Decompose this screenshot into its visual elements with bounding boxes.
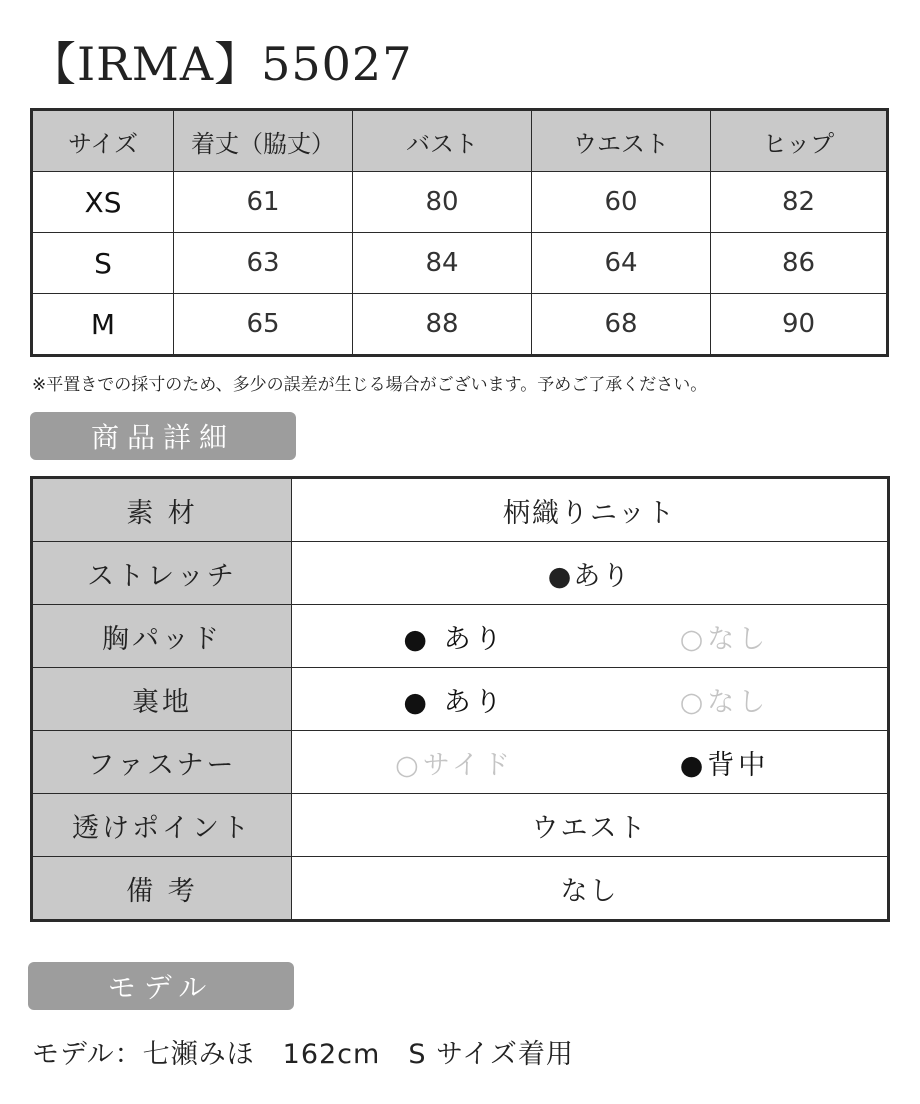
waist-cell: 60 (532, 172, 711, 233)
measurement-note: ※平置きでの採寸のため、多少の誤差が生じる場合がございます。予めご了承ください。 (32, 375, 708, 395)
hip-cell: 86 (711, 233, 888, 294)
details-table (30, 476, 890, 922)
waist-cell: 64 (532, 233, 711, 294)
hip-cell: 90 (711, 294, 888, 356)
lining-label: 裏地 (32, 668, 292, 731)
fastener-back-option: ●背中 (679, 749, 770, 781)
table-row (32, 172, 888, 233)
detail-row-remarks (32, 857, 889, 921)
bust-cell: 80 (353, 172, 532, 233)
detail-row-sheer-point (32, 794, 889, 857)
waist-cell: 68 (532, 294, 711, 356)
size-table-header-row (32, 110, 888, 172)
bust-cell: 84 (353, 233, 532, 294)
fastener-value (292, 731, 889, 794)
remarks-value: なし (292, 857, 889, 921)
chest-pad-value (292, 605, 889, 668)
stretch-label: ストレッチ (32, 542, 292, 605)
detail-row-material (32, 478, 889, 542)
lining-yes-option: ● あり (403, 686, 506, 718)
hip-cell: 82 (711, 172, 888, 233)
product-title: 【IRMA】55027 (30, 37, 413, 91)
model-section-label: モデル (28, 962, 294, 1010)
lining-value (292, 668, 889, 731)
bust-cell: 88 (353, 294, 532, 356)
sheer-point-value: ウエスト (292, 794, 889, 857)
detail-row-lining (32, 668, 889, 731)
detail-row-fastener (32, 731, 889, 794)
header-waist: ウエスト (532, 110, 711, 172)
model-info: モデル：七瀬みほ 162cm S サイズ着用 (32, 1039, 574, 1070)
size-cell: S (32, 233, 174, 294)
detail-row-chest-pad (32, 605, 889, 668)
material-value: 柄織りニット (292, 478, 889, 542)
size-cell: M (32, 294, 174, 356)
chest-pad-label: 胸パッド (32, 605, 292, 668)
stretch-value: ●あり (292, 542, 889, 605)
chest-pad-no-option: ○なし (679, 623, 770, 655)
chest-pad-yes-option: ● あり (403, 623, 506, 655)
length-cell: 61 (174, 172, 353, 233)
size-table (30, 108, 889, 357)
detail-row-stretch (32, 542, 889, 605)
remarks-label: 備 考 (32, 857, 292, 921)
table-row (32, 233, 888, 294)
sheer-point-label: 透けポイント (32, 794, 292, 857)
table-row (32, 294, 888, 356)
details-section-label: 商品詳細 (30, 412, 296, 460)
size-cell: XS (32, 172, 174, 233)
material-label: 素 材 (32, 478, 292, 542)
header-bust: バスト (353, 110, 532, 172)
fastener-label: ファスナー (32, 731, 292, 794)
length-cell: 65 (174, 294, 353, 356)
fastener-side-option: ○サイド (395, 749, 514, 781)
header-hip: ヒップ (711, 110, 888, 172)
lining-no-option: ○なし (679, 686, 770, 718)
header-size: サイズ (32, 110, 174, 172)
length-cell: 63 (174, 233, 353, 294)
header-length: 着丈（脇丈） (174, 110, 353, 172)
